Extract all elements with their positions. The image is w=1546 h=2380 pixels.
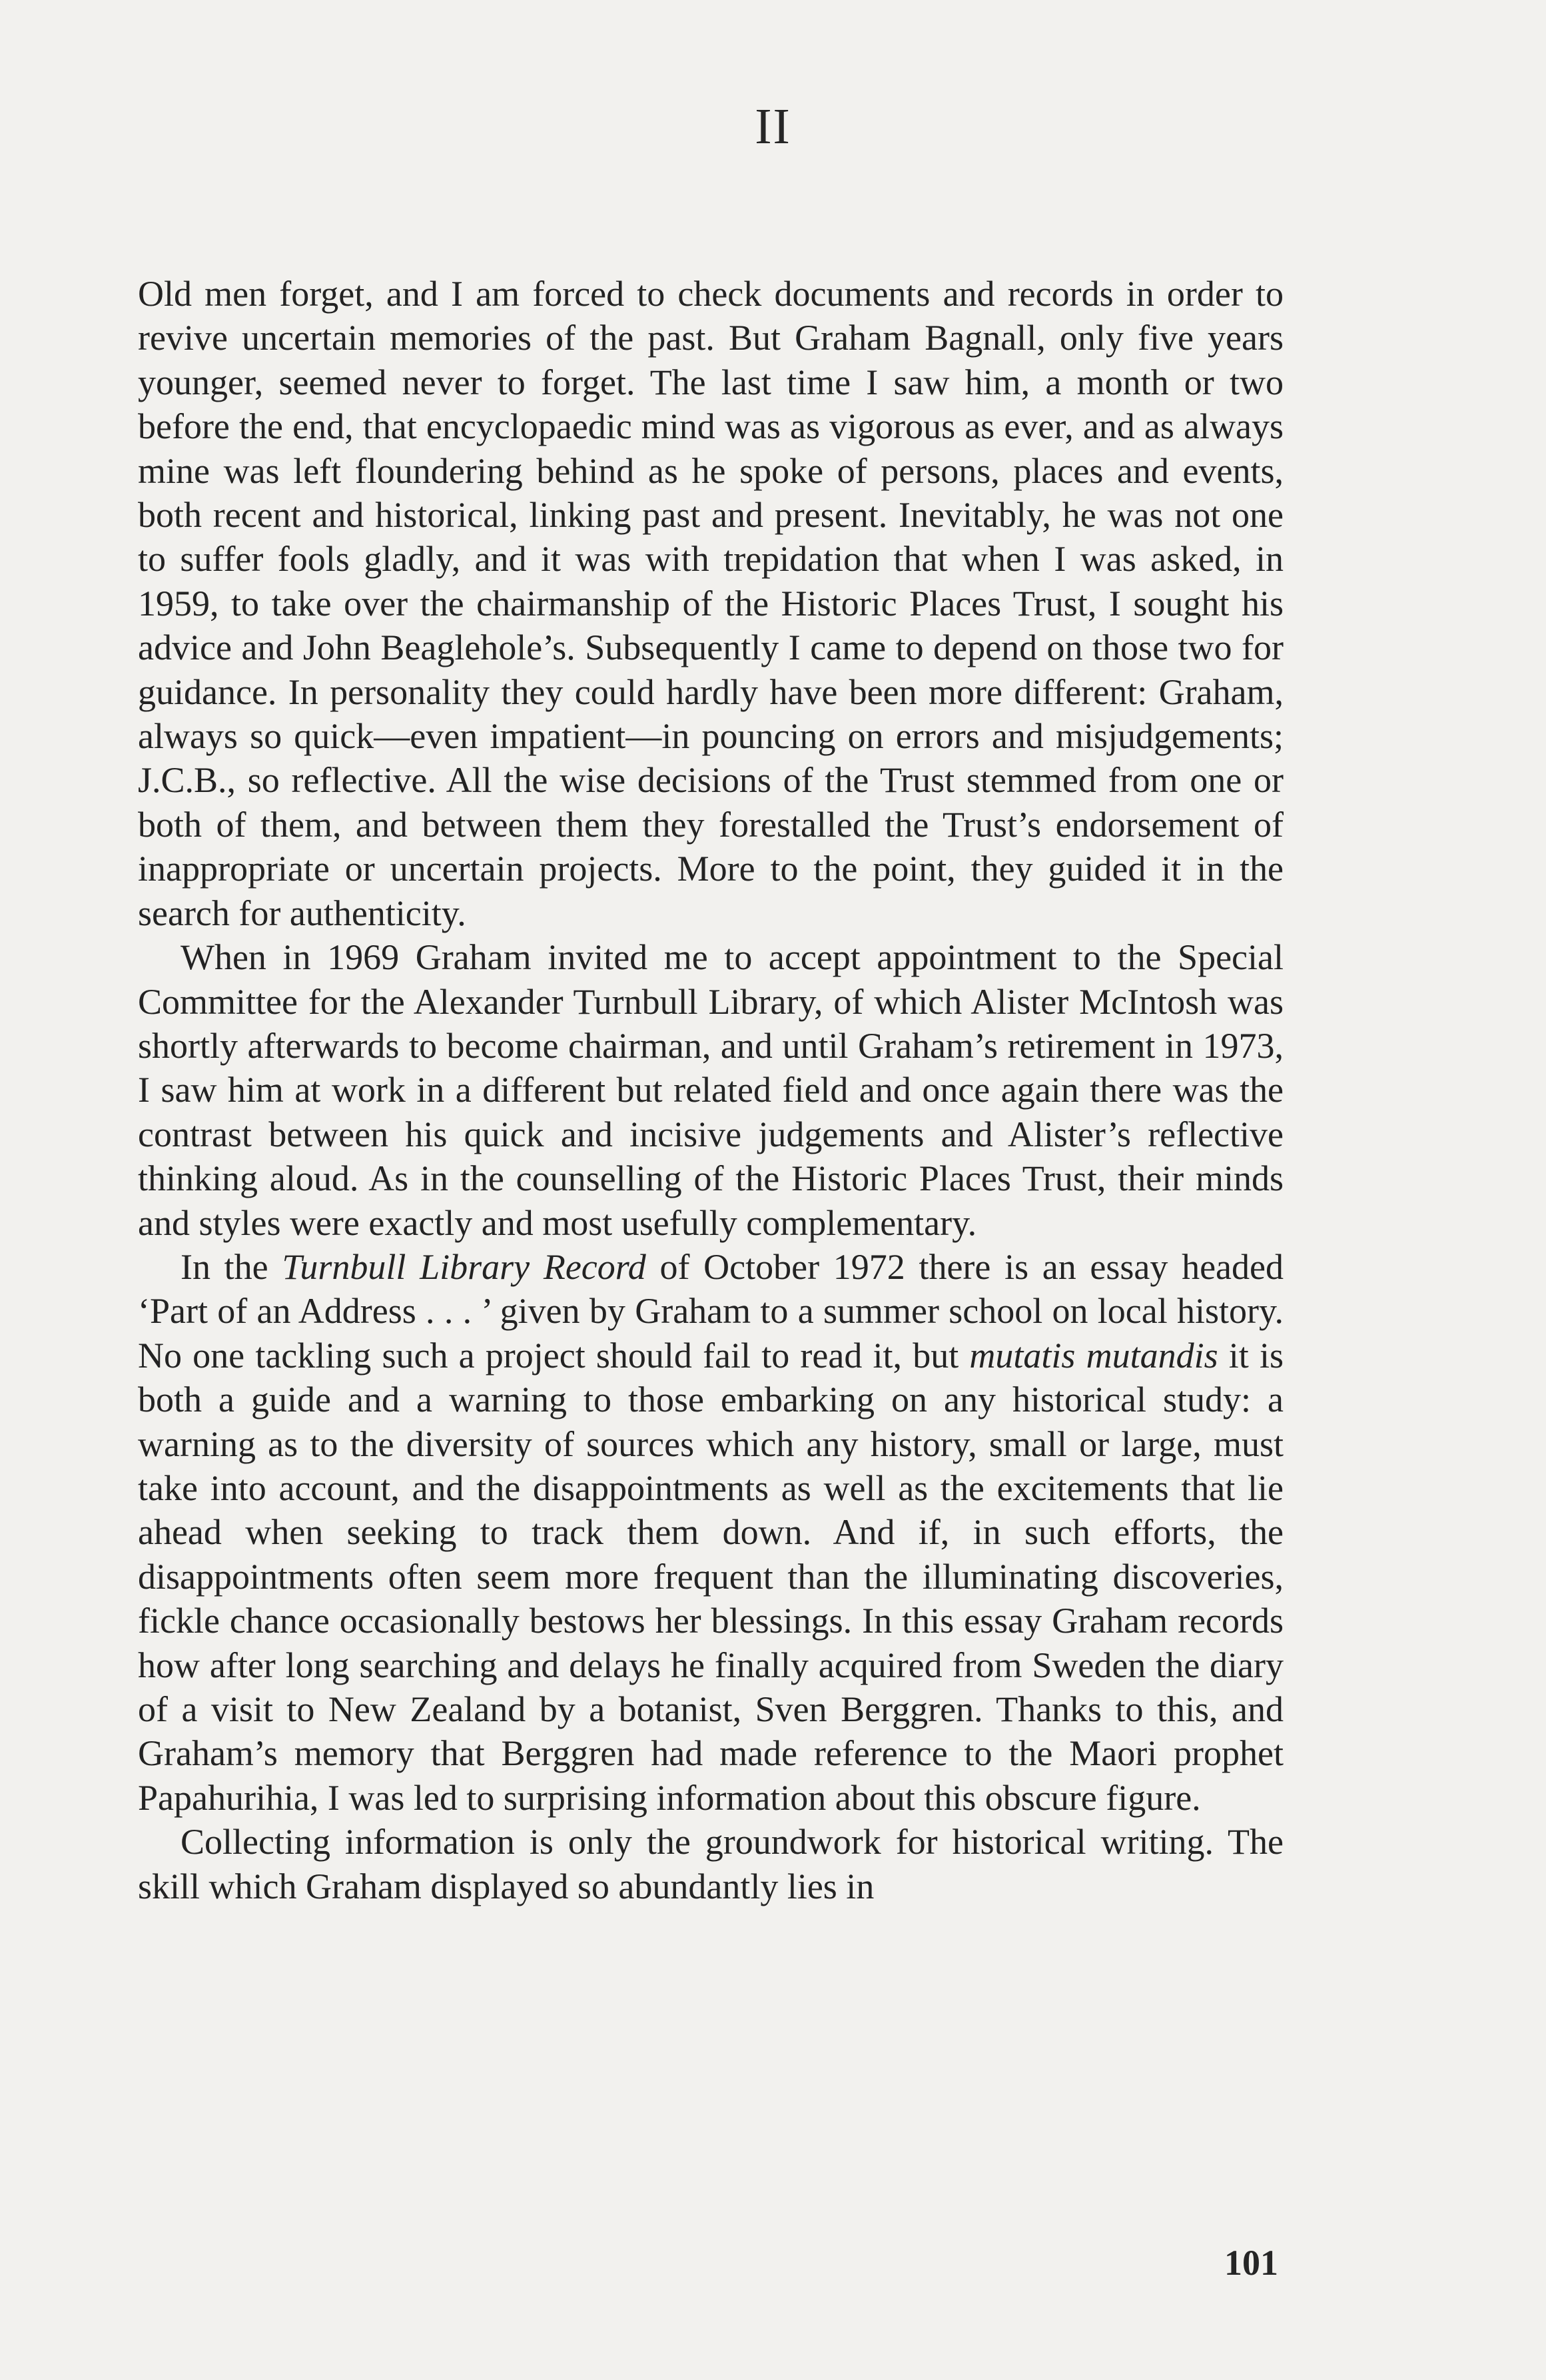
paragraph [138,1245,1284,1820]
body-text [138,272,1284,1908]
text-run: Old men forget, and I am forced to check documents and records in order to revive uncertain memories of the past. But Graham Bagnall, only five years younger, seemed never to forget. The last time I saw him, a month or two before the end, that encyclopaedic mind was as vigorous as ever, and as always mine was left floundering behind as he spoke of persons, places and events, both recent and historical, linking past and present. Inevitably, he was not one to suffer fools gladly, and it was with trepidation that when I was asked, in 1959, to take over the chairmanship of the Historic Places Trust, I sought his advice and John Beaglehole’s. Subsequently I came to depend on those two for guidance. In personality they could hardly have been more different: Graham, always so quick—even impatient—in pouncing on errors and misjudgements; J.C.B., so reflective. All the wise decisions of the Trust stemmed from one or both of them, and between them they forestalled the Trust’s endorsement of inappropriate or uncertain projects. More to the point, they guided it in the search for authenticity. [138,274,1284,933]
text-run: Collecting information is only the groundwork for historical writing. The skill which Graham displayed so abundantly lies in [138,1822,1284,1906]
section-heading: II [755,99,791,155]
paragraph [138,935,1284,1245]
paragraph [138,1820,1284,1908]
text-run: When in 1969 Graham invited me to accept appointment to the Special Committee for the Alexander Turnbull Library, of which Alister McIntosh was shortly afterwards to become chairman, and until Graham’s retirement in 1973, I saw him at work in a different but related field and once again there was the contrast between his quick and incisive judgements and Alister’s reflective thinking aloud. As in the counselling of the Historic Places Trust, their minds and styles were exactly and most usefully complementary. [138,937,1284,1243]
text-run: In the [181,1246,282,1287]
italic-title: Turnbull Library Record [282,1246,646,1287]
paragraph [138,272,1284,935]
text-run: it is both a guide and a warning to those embarking on any historical study: a warning as to the diversity of sources which any history, small or large, must take into account, and the disappointments as well as the excitements that lie ahead when seeking to track them down. And if, in such efforts, the disappointments often seem more frequent than the illuminating discoveries, fickle chance occasionally bestows her blessings. In this essay Graham records how after long searching and delays he finally acquired from Sweden the diary of a visit to New Zealand by a botanist, Sven Berggren. Thanks to this, and Graham’s memory that Berggren had made reference to the Maori prophet Papahurihia, I was led to surprising information about this obscure figure. [138,1335,1284,1818]
text-run: of October 1972 there is an essay headed ‘Part of an Address . . . ’ given by Graham to a summer school on local history. No one tackling such a project should fail to read it, but [138,1246,1284,1376]
italic-phrase: mutatis mutandis [969,1335,1218,1376]
page-number: 101 [1224,2243,1278,2283]
